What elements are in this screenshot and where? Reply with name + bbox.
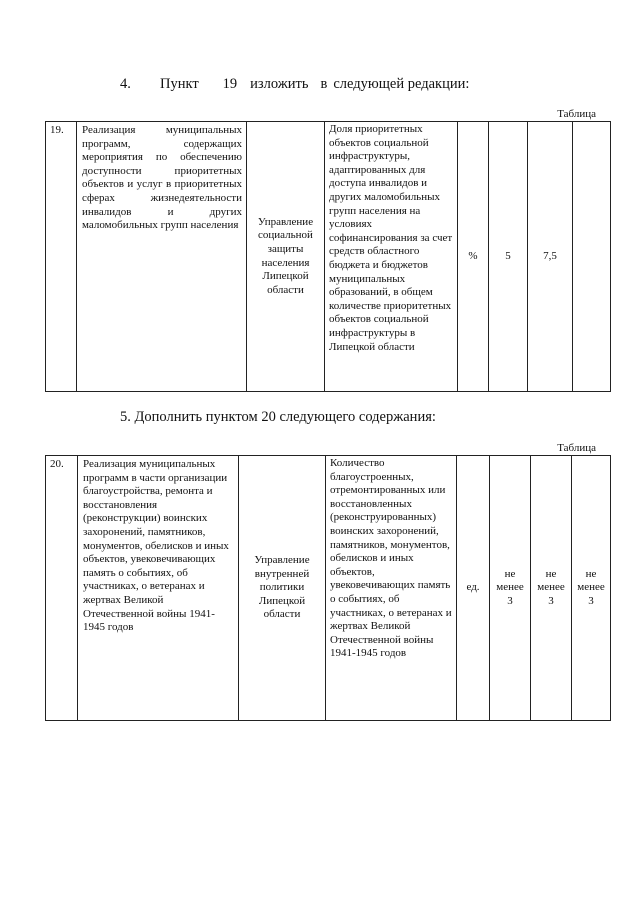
section-4-heading	[120, 76, 469, 93]
row-value-3: не менее 3	[572, 456, 611, 721]
table-1	[45, 121, 611, 392]
table-row	[46, 122, 611, 392]
row-value-2: не менее 3	[531, 456, 572, 721]
section-4-word: Пункт	[160, 76, 199, 92]
row-value-2: 7,5	[528, 122, 573, 392]
row-value-1: не менее 3	[490, 456, 531, 721]
section-4-word: изложить	[250, 76, 309, 92]
row-unit: %	[458, 122, 489, 392]
table-row	[46, 456, 611, 721]
section-4-word: в	[320, 76, 328, 92]
row-organization: Управление внутренней политики Липецкой области	[239, 456, 326, 721]
section-4-number: 4.	[120, 76, 131, 92]
row-description: Реализация муниципальных программ, содержащих мероприятия по обеспечению доступности приоритетных объектов и услуг в приоритетных сферах жизнедеятельности инвалидов и других маломобильных групп населения	[77, 122, 247, 392]
row-indicator: Доля приоритетных объектов социальной инфраструктуры, адаптированных для доступа инвалидов и других маломобильных групп населения на условиях софинансирования за счет средств областного бюджета и бюджетов муниципальных образований, в общем количестве приоритетных объектов социальной инфраструктуры в Липецкой области	[325, 122, 458, 392]
row-number: 20.	[46, 456, 78, 721]
row-unit: ед.	[457, 456, 490, 721]
section-5-heading: 5. Дополнить пунктом 20 следующего содержания:	[120, 409, 436, 425]
row-description: Реализация муниципальных программ в части организации благоустройства, ремонта и восстановления (реконструкции) воинских захоронений, памятников, монументов, обелисков и иных объектов, увековечивающих память о событиях, об участниках, о ветеранах и жертвах Великой Отечественной войны 1941-1945 годов	[78, 456, 239, 721]
row-organization: Управление социальной защиты населения Липецкой области	[247, 122, 325, 392]
row-number: 19.	[46, 122, 77, 392]
row-indicator: Количество благоустроенных, отремонтированных или восстановленных (реконструированных) воинских захоронений, памятников, монументов, обелисков и иных объектов, увековечивающих память о событиях, об участниках, о ветеранах и жертвах Великой Отечественной войны 1941-1945 годов	[326, 456, 457, 721]
section-4-word: следующей редакции:	[333, 76, 470, 92]
row-value-1: 5	[489, 122, 528, 392]
table-2	[45, 455, 611, 721]
table-2-label: Таблица	[557, 442, 596, 454]
section-4-word: 19	[222, 76, 238, 92]
table-1-label: Таблица	[557, 108, 596, 120]
row-value-3	[573, 122, 611, 392]
